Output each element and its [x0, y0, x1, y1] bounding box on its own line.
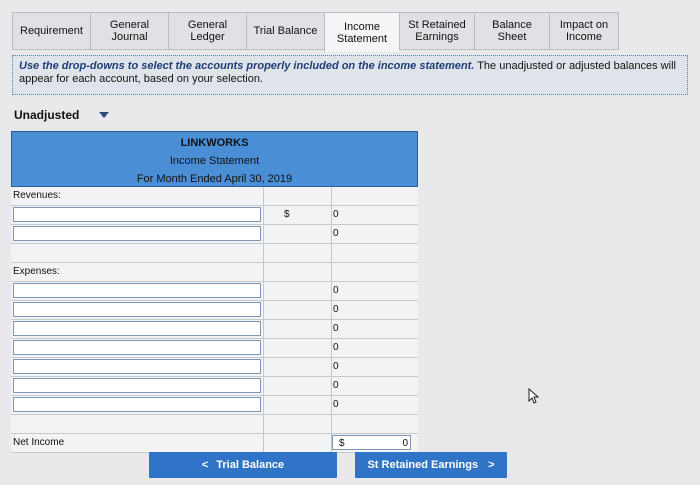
- amount-cell: [263, 282, 339, 300]
- tab-label: Earnings: [415, 31, 459, 43]
- table-row: [11, 415, 418, 434]
- amount-cell: [263, 206, 339, 224]
- col-empty: [331, 225, 418, 243]
- col-empty: [331, 396, 418, 414]
- table-row: [11, 358, 418, 377]
- amount-value: 0: [333, 342, 339, 353]
- amount-cell: [263, 396, 339, 414]
- next-st-retained-earnings-button[interactable]: [355, 452, 507, 478]
- col-empty: [331, 358, 418, 376]
- amount-cell: [263, 358, 339, 376]
- expense-account-dropdown[interactable]: [13, 378, 261, 393]
- table-row: [11, 301, 418, 320]
- tab-label: Requirement: [20, 25, 83, 37]
- balance-mode-select[interactable]: Unadjusted: [14, 108, 80, 122]
- chevron-left-icon: <: [201, 459, 209, 471]
- table-row: [11, 320, 418, 339]
- tab-label: Ledger: [190, 31, 225, 43]
- tab-label: Impact on: [559, 19, 609, 31]
- statement-period: For Month Ended April 30, 2019: [136, 173, 293, 185]
- currency-sign: $: [284, 209, 290, 220]
- tab-requirement[interactable]: [12, 12, 90, 50]
- statement-header: [11, 131, 418, 187]
- table-row: [11, 339, 418, 358]
- amount-value: 0: [333, 361, 339, 372]
- col-empty: [331, 377, 418, 395]
- tab-label: Income: [343, 20, 381, 33]
- next-button-label: St Retained Earnings: [367, 459, 479, 471]
- company-name: LINKWORKS: [180, 137, 249, 149]
- amount-cell: [263, 320, 339, 338]
- table-row: [11, 396, 418, 415]
- amount-value: 0: [333, 323, 339, 334]
- net-income-value: 0: [402, 438, 408, 449]
- expense-account-dropdown[interactable]: [13, 397, 261, 412]
- amount-value: 0: [333, 380, 339, 391]
- mouse-cursor-icon: [528, 388, 540, 407]
- col-empty: [331, 301, 418, 319]
- amount-cell: [263, 301, 339, 319]
- prev-button-label: Trial Balance: [216, 459, 285, 471]
- instructions-bold: Use the drop-downs to select the accounts properly included on the income statement.: [19, 60, 475, 72]
- prev-trial-balance-button[interactable]: [149, 452, 337, 478]
- amount-value: 0: [333, 209, 339, 220]
- instructions-box: [12, 55, 688, 95]
- expenses-heading-row: [11, 263, 418, 282]
- tab-label: Balance Sheet: [492, 19, 532, 43]
- table-row: [11, 282, 418, 301]
- col-empty: [331, 320, 418, 338]
- tab-bar: [12, 12, 619, 52]
- revenue-account-dropdown[interactable]: [13, 207, 261, 222]
- currency-sign: $: [339, 438, 345, 449]
- net-income-label: Net Income: [13, 437, 65, 448]
- net-income-cell: [331, 434, 418, 452]
- tab-label: General: [109, 19, 150, 31]
- amount-cell: [263, 225, 339, 243]
- col-empty: [263, 263, 330, 281]
- tab-label: General: [187, 19, 228, 31]
- expenses-label: Expenses:: [13, 266, 60, 277]
- income-statement-sheet: [11, 131, 418, 453]
- amount-cell: [263, 339, 339, 357]
- col-empty: [331, 415, 418, 433]
- tab-st-retained-earnings[interactable]: [399, 12, 474, 50]
- net-income-row: [11, 434, 418, 453]
- expense-account-dropdown[interactable]: [13, 321, 261, 336]
- col-empty: [331, 339, 418, 357]
- tab-impact-on-income[interactable]: [549, 12, 619, 50]
- col-empty: [263, 415, 330, 433]
- tab-trial-balance[interactable]: [246, 12, 324, 50]
- revenues-label: Revenues:: [13, 190, 61, 201]
- tab-income-statement[interactable]: [324, 12, 399, 52]
- col-empty: [331, 263, 418, 281]
- col-empty: [331, 282, 418, 300]
- tab-label: Statement: [336, 32, 388, 45]
- tab-general-ledger[interactable]: [168, 12, 246, 50]
- tab-label: Journal: [111, 31, 148, 43]
- table-row: [11, 244, 418, 263]
- tab-general-journal[interactable]: [90, 12, 168, 50]
- col-empty: [331, 206, 418, 224]
- amount-value: 0: [333, 304, 339, 315]
- table-row: [11, 377, 418, 396]
- expense-account-dropdown[interactable]: [13, 340, 261, 355]
- chevron-down-icon[interactable]: [99, 112, 109, 118]
- col-empty: [263, 434, 330, 452]
- table-row: [11, 225, 418, 244]
- col-empty: [331, 187, 418, 205]
- tab-label: St Retained: [408, 19, 466, 31]
- amount-value: 0: [333, 399, 339, 410]
- expense-account-dropdown[interactable]: [13, 302, 261, 317]
- tab-balance-sheet[interactable]: [474, 12, 549, 50]
- tab-label: Trial Balance: [253, 25, 318, 37]
- net-income-amount: [332, 435, 411, 450]
- statement-title: Income Statement: [169, 155, 260, 167]
- col-empty: [331, 244, 418, 262]
- table-row: [11, 206, 418, 225]
- chevron-right-icon: >: [488, 459, 495, 471]
- col-empty: [263, 187, 330, 205]
- revenue-account-dropdown[interactable]: [13, 226, 261, 241]
- expense-account-dropdown[interactable]: [13, 359, 261, 374]
- tab-label: Income: [565, 31, 603, 43]
- amount-value: 0: [333, 285, 339, 296]
- instructions-text: The unadjusted or adjusted balances will appear for each account, based on your selection.: [19, 60, 676, 85]
- expense-account-dropdown[interactable]: [13, 283, 261, 298]
- amount-value: 0: [333, 228, 339, 239]
- col-empty: [263, 244, 330, 262]
- revenues-heading-row: [11, 187, 418, 206]
- amount-cell: [263, 377, 339, 395]
